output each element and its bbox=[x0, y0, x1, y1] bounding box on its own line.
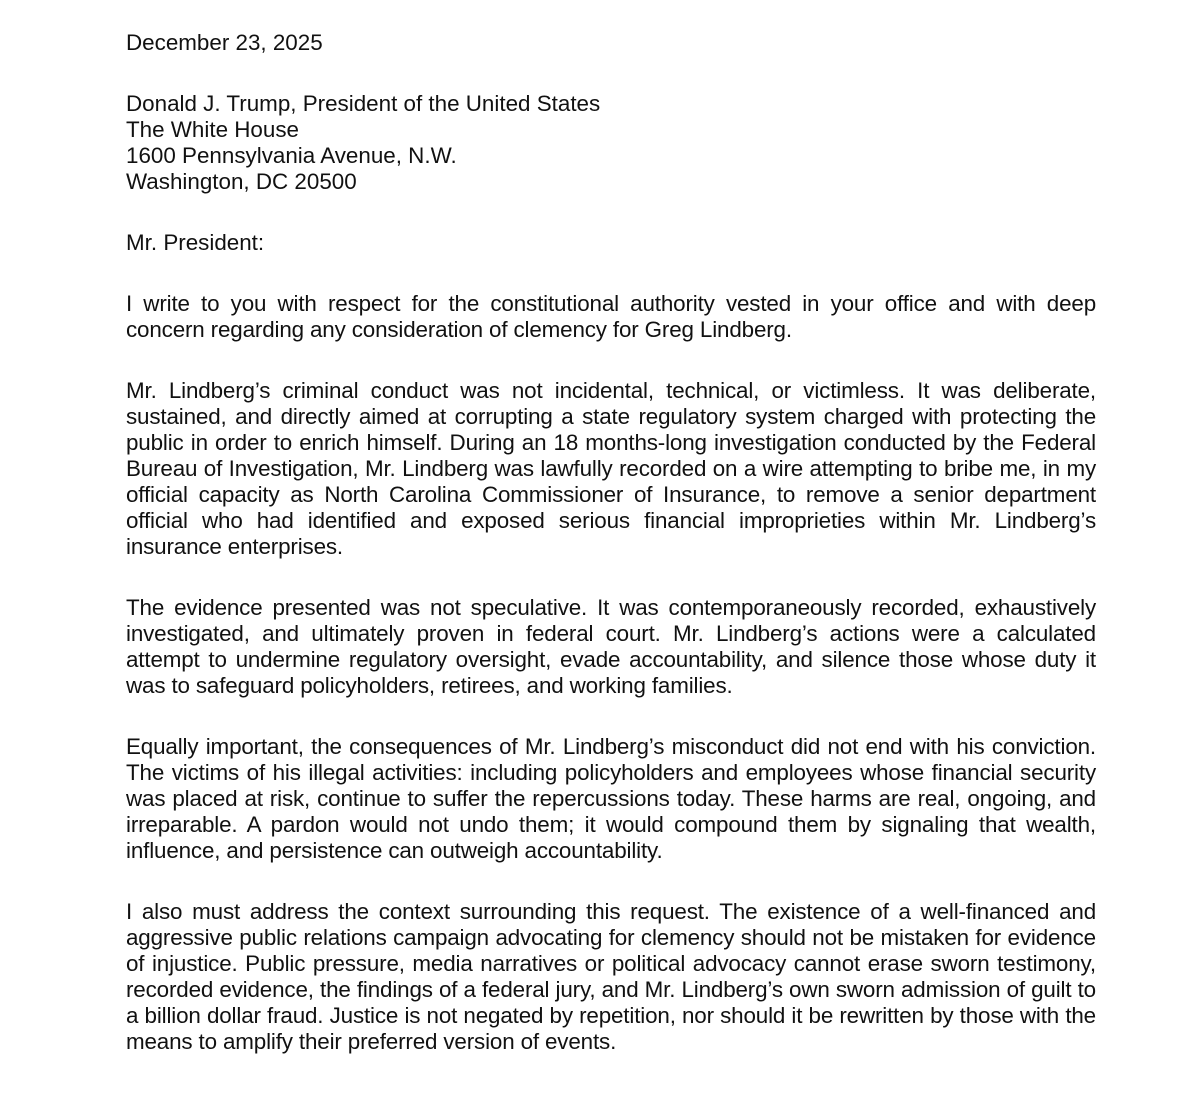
paragraph-1: I write to you with respect for the constitutional authority vested in your office and with deep concern regarding any consideration of clemency for Greg Lindberg. bbox=[126, 291, 1096, 342]
paragraph-4: Equally important, the consequences of Mr. Lindberg’s misconduct did not end with his conviction. The victims of his illegal activities: including policyholders and employees whose financial security was placed at risk, continue to suffer the repercussions today. These harms are real, ongoing, and irreparable. A pardon would not undo them; it would compound them by signaling that wealth, influence, and persistence can outweigh accountability. bbox=[126, 734, 1096, 863]
spacer bbox=[126, 195, 1096, 230]
spacer bbox=[126, 699, 1096, 734]
letter-page bbox=[126, 30, 1096, 1055]
recipient-city-line: Washington, DC 20500 bbox=[126, 169, 357, 194]
recipient-street-line: 1600 Pennsylvania Avenue, N.W. bbox=[126, 143, 457, 168]
spacer bbox=[126, 56, 1096, 91]
spacer bbox=[126, 256, 1096, 291]
spacer bbox=[126, 343, 1096, 378]
recipient-name-line: Donald J. Trump, President of the United States bbox=[126, 91, 601, 116]
spacer bbox=[126, 560, 1096, 595]
recipient-address bbox=[126, 91, 1096, 195]
letter-date: December 23, 2025 bbox=[126, 30, 323, 55]
salutation: Mr. President: bbox=[126, 230, 265, 255]
recipient-office-line: The White House bbox=[126, 117, 299, 142]
paragraph-3: The evidence presented was not speculative. It was contemporaneously recorded, exhaustively investigated, and ultimately proven in federal court. Mr. Lindberg’s actions were a calculated attempt to undermine regulatory oversight, evade accountability, and silence those whose duty it was to safeguard policyholders, retirees, and working families. bbox=[126, 595, 1096, 698]
spacer bbox=[126, 864, 1096, 899]
paragraph-2: Mr. Lindberg’s criminal conduct was not incidental, technical, or victimless. It was deliberate, sustained, and directly aimed at corrupting a state regulatory system charged with protecting the public in order to enrich himself. During an 18 months-long investigation conducted by the Federal Bureau of Investigation, Mr. Lindberg was lawfully recorded on a wire attempting to bribe me, in my official capacity as North Carolina Commissioner of Insurance, to remove a senior department official who had identified and exposed serious financial improprieties within Mr. Lindberg’s insurance enterprises. bbox=[126, 378, 1096, 559]
paragraph-5: I also must address the context surrounding this request. The existence of a well-financed and aggressive public relations campaign advocating for clemency should not be mistaken for evidence of injustice. Public pressure, media narratives or political advocacy cannot erase sworn testimony, recorded evidence, the findings of a federal jury, and Mr. Lindberg’s own sworn admission of guilt to a billion dollar fraud. Justice is not negated by repetition, nor should it be rewritten by those with the means to amplify their preferred version of events. bbox=[126, 899, 1096, 1054]
